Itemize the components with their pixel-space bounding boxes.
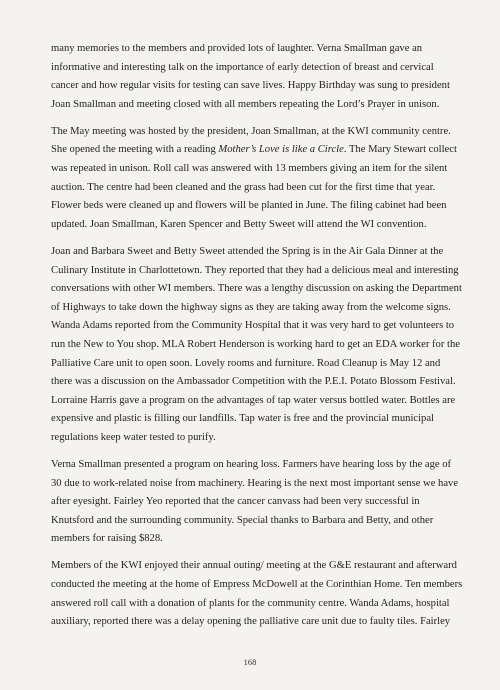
paragraph-2-text-b: . The Mary Stewart collect was repeated in unison. Roll call was answered with 13 members giving an item for the silent auction. The centre had been cleaned and the grass had been cut for the first time that year. Flower beds were cleaned up and flowers will be planted in June. The filing cabinet had been updated. Joan Smallman, Karen Spencer and Betty Sweet will attend the WI convention. bbox=[51, 144, 457, 230]
paragraph-3 bbox=[51, 243, 463, 448]
paragraph-4-text: Verna Smallman presented a program on hearing loss. Farmers have hearing loss by the age of 30 due to work-related noise from machinery. Hearing is the next most important sense we have after eyesight. Fairley Yeo reported that the cancer canvass had been very successful in Knutsford and the surrounding community. Special thanks to Barbara and Betty, and other members for raising $828. bbox=[51, 458, 459, 545]
paragraph-3-text: Joan and Barbara Sweet and Betty Sweet attended the Spring is in the Air Gala Dinner at the Culinary Institute in Charlottetown. They reported that they had a delicious meal and interesting conversations with other WI members. There was a lengthy discussion on asking the Department of Highways to take down the highway signs as they are taking away from the welcome signs. Wanda Adams reported from the Community Hospital that it was very hard to get volunteers to run the New to You shop. MLA Robert Henderson is working hard to get an EDA worker for the Palliative Care unit to open soon. Lovely rooms and furniture. Road Cleanup is May 12 and there was a discussion on the Ambassador Competition with the P.E.I. Potato Blossom Festival. Lorraine Harris gave a program on the advantages of tap water versus bottled water. Bottles are expensive and plastic is filling our landfills. Tap water is free and the provincial municipal regulations keep water tested to purify. bbox=[51, 245, 462, 443]
paragraph-1-text: many memories to the members and provided lots of laughter. Verna Smallman gave an informative and interesting talk on the importance of early detection of breast and cervical cancer and how regular visits for testing can save lives. Happy Birthday was sung to president Joan Smallman and meeting closed with all members repeating the Lord’s Prayer in unison. bbox=[51, 43, 450, 110]
paragraph-4 bbox=[51, 456, 463, 549]
document-page bbox=[51, 40, 463, 640]
paragraph-5-text: Members of the KWI enjoyed their annual outing/ meeting at the G&E restaurant and afterward conducted the meeting at the home of Empress McDowell at the Corinthian Home. Ten members answered roll call with a donation of plants for the community centre. Wanda Adams, hospital auxiliary, reported there was a delay opening the palliative care unit due to faulty tiles. Fairley bbox=[51, 560, 463, 628]
paragraph-2-text-a: The May meeting was hosted by the president, Joan Smallman, at the KWI community centre. She opened the meeting with a reading bbox=[51, 125, 451, 156]
page-number: 168 bbox=[243, 657, 257, 667]
paragraph-2 bbox=[51, 123, 463, 235]
reading-title: Mother’s Love is like a Circle bbox=[218, 144, 344, 156]
paragraph-1 bbox=[51, 40, 463, 114]
paragraph-5 bbox=[51, 557, 463, 631]
